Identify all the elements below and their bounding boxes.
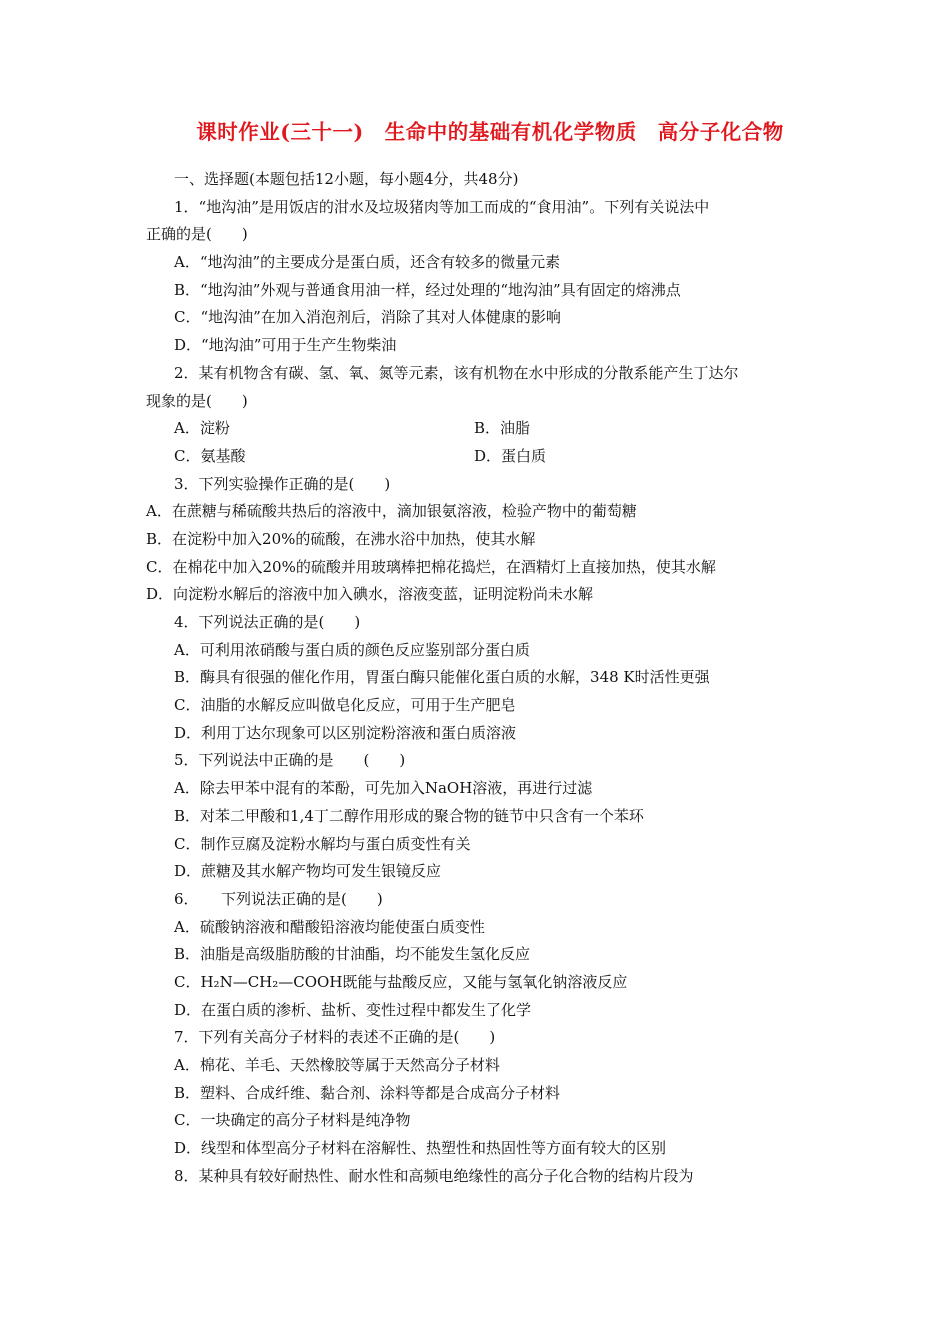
question-2-option-c: C．氨基酸	[174, 446, 246, 465]
question-7-option-b: B．塑料、合成纤维、黏合剂、涂料等都是合成高分子材料	[174, 1083, 561, 1102]
question-2-option-b: B．油脂	[474, 419, 531, 438]
question-5-stem: 5．下列说法中正确的是 ( )	[174, 751, 406, 770]
question-6-option-a: A．硫酸钠溶液和醋酸铅溶液均能使蛋白质变性	[174, 917, 485, 936]
question-7-option-a: A．棉花、羊毛、天然橡胶等属于天然高分子材料	[174, 1056, 500, 1074]
section-heading: 一、选择题(本题包括12小题，每小题4分，共48分)	[174, 170, 519, 188]
question-6-stem: 6． 下列说法正确的是( )	[174, 889, 383, 908]
question-2-options-row-1	[146, 415, 816, 443]
question-7-stem: 7．下列有关高分子材料的表述不正确的是( )	[174, 1028, 496, 1047]
question-2-options-row-2	[146, 443, 816, 471]
question-body	[146, 166, 816, 1190]
page-title: 课时作业(三十一) 生命中的基础有机化学物质 高分子化合物	[196, 120, 784, 144]
question-3-option-a: A．在蔗糖与稀硫酸共热后的溶液中，滴加银氨溶液，检验产物中的葡萄糖	[146, 502, 637, 521]
question-2-option-a: A．淀粉	[174, 419, 230, 438]
question-5-option-a: A．除去甲苯中混有的苯酚，可先加入NaOH溶液，再进行过滤	[174, 779, 593, 798]
question-4-stem: 4．下列说法正确的是( )	[174, 613, 361, 631]
question-1-stem-cont: 正确的是( )	[146, 225, 248, 244]
question-2-stem: 2．某有机物含有碳、氢、氧、氮等元素，该有机物在水中形成的分散系能产生丁达尔	[174, 363, 739, 382]
question-2-option-d: D．蛋白质	[474, 446, 547, 465]
question-4-option-d: D．利用丁达尔现象可以区别淀粉溶液和蛋白质溶液	[174, 723, 517, 742]
question-8-stem: 8．某种具有较好耐热性、耐水性和高频电绝缘性的高分子化合物的结构片段为	[174, 1166, 694, 1185]
question-1-option-d: D．“地沟油”可用于生产生物柴油	[174, 336, 397, 355]
question-4-option-b: B．酶具有很强的催化作用，胃蛋白酶只能催化蛋白质的水解，348 K时活性更强	[174, 668, 710, 687]
question-5-option-b: B．对苯二甲酸和1,4丁二醇作用形成的聚合物的链节中只含有一个苯环	[174, 806, 644, 825]
question-1-option-c: C．“地沟油”在加入消泡剂后，消除了其对人体健康的影响	[174, 308, 561, 327]
question-5-option-c: C．制作豆腐及淀粉水解均与蛋白质变性有关	[174, 834, 471, 853]
question-6-option-d: D．在蛋白质的渗析、盐析、变性过程中都发生了化学	[174, 1000, 532, 1019]
question-2-stem-cont: 现象的是( )	[146, 391, 248, 410]
question-4-option-a: A．可利用浓硝酸与蛋白质的颜色反应鉴别部分蛋白质	[174, 640, 530, 659]
question-7-option-c: C．一块确定的高分子材料是纯净物	[174, 1111, 411, 1130]
question-4-option-c: C．油脂的水解反应叫做皂化反应，可用于生产肥皂	[174, 696, 516, 715]
question-5-option-d: D．蔗糖及其水解产物均可发生银镜反应	[174, 862, 442, 881]
question-6-option-c: C．H₂N—CH₂—COOH既能与盐酸反应，又能与氢氧化钠溶液反应	[174, 972, 628, 991]
question-3-stem: 3．下列实验操作正确的是( )	[174, 474, 391, 493]
question-3-option-b: B．在淀粉中加入20%的硫酸，在沸水浴中加热，使其水解	[146, 529, 536, 548]
question-3-option-d: D．向淀粉水解后的溶液中加入碘水，溶液变蓝，证明淀粉尚未水解	[146, 585, 594, 604]
question-7-option-d: D．线型和体型高分子材料在溶解性、热塑性和热固性等方面有较大的区别	[174, 1139, 667, 1158]
question-3-option-c: C．在棉花中加入20%的硫酸并用玻璃棒把棉花捣烂，在酒精灯上直接加热，使其水解	[146, 557, 716, 576]
question-1-stem: 1．“地沟油”是用饭店的泔水及垃圾猪肉等加工而成的“食用油”。下列有关说法中	[174, 197, 710, 216]
question-1-option-a: A．“地沟油”的主要成分是蛋白质，还含有较多的微量元素	[174, 253, 561, 272]
question-1-option-b: B．“地沟油”外观与普通食用油一样，经过处理的“地沟油”具有固定的熔沸点	[174, 280, 681, 299]
question-6-option-b: B．油脂是高级脂肪酸的甘油酯，均不能发生氢化反应	[174, 945, 531, 964]
